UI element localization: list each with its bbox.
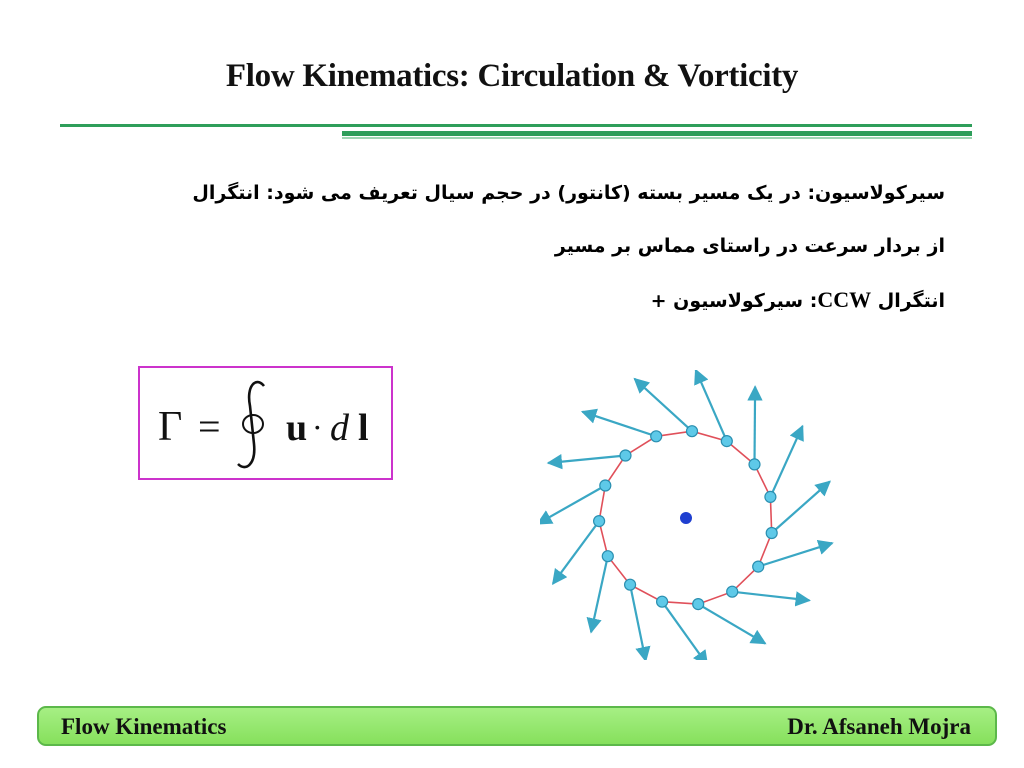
velocity-arrow: [548, 456, 625, 464]
velocity-arrow: [770, 426, 802, 497]
contour-point: [766, 528, 777, 539]
velocity-arrow: [696, 370, 727, 441]
circulation-vortex-diagram: [540, 370, 840, 660]
contour-point: [687, 426, 698, 437]
velocity-arrow: [662, 602, 707, 660]
contour-point: [602, 551, 613, 562]
title-divider-line-thick: [342, 131, 972, 136]
velocity-arrow: [553, 521, 599, 584]
circulation-formula: [140, 368, 391, 478]
differential-d: d: [330, 407, 349, 449]
contour-point: [651, 431, 662, 442]
title-divider-line: [60, 124, 972, 127]
gamma-symbol: Γ: [158, 404, 183, 450]
velocity-vector-u: u: [286, 407, 308, 449]
velocity-arrow: [698, 604, 765, 643]
definition-line-2: از بردار سرعت در راستای مماس بر مسیر: [554, 235, 945, 257]
dot-operator: ·: [312, 409, 323, 445]
footer-author: Dr. Afsaneh Mojra: [787, 714, 971, 739]
velocity-arrow: [591, 556, 608, 632]
contour-point: [749, 459, 760, 470]
contour-point: [620, 450, 631, 461]
contour-point: [765, 491, 776, 502]
title-divider-line-light: [342, 137, 972, 139]
contour-point: [657, 596, 668, 607]
footer-course-title: Flow Kinematics: [61, 714, 227, 739]
contour-point: [600, 480, 611, 491]
contour-point: [727, 586, 738, 597]
slide-title: Flow Kinematics: Circulation & Vorticity: [225, 58, 799, 94]
equals-sign: =: [198, 404, 221, 449]
contour-point: [594, 516, 605, 527]
definition-line-1: سیرکولاسیون: در یک مسیر بسته (کانتور) در حجم سیال تعریف می شود: انتگرال: [192, 182, 945, 204]
definition-text: [150, 178, 945, 339]
velocity-arrow: [772, 482, 830, 534]
ccw-label: CCW: [817, 287, 872, 312]
contour-point: [625, 579, 636, 590]
integral-word: انتگرال: [877, 290, 945, 312]
circulation-positive: : سیرکولاسیون +: [650, 290, 818, 312]
velocity-arrow: [758, 543, 832, 567]
contour-point: [753, 561, 764, 572]
velocity-arrow: [630, 585, 646, 660]
velocity-arrow: [582, 412, 656, 437]
line-element-l: l: [358, 407, 369, 449]
contour-point: [721, 436, 732, 447]
velocity-arrow: [755, 387, 756, 465]
footer-bar: [37, 706, 997, 746]
circulation-formula-box: [138, 366, 393, 480]
contour-point: [693, 599, 704, 610]
velocity-arrow: [732, 592, 809, 601]
definition-line-3: [150, 284, 945, 317]
velocity-arrow: [635, 379, 692, 431]
vortex-center-dot: [680, 512, 692, 524]
contour-integral-sign: [238, 382, 264, 467]
